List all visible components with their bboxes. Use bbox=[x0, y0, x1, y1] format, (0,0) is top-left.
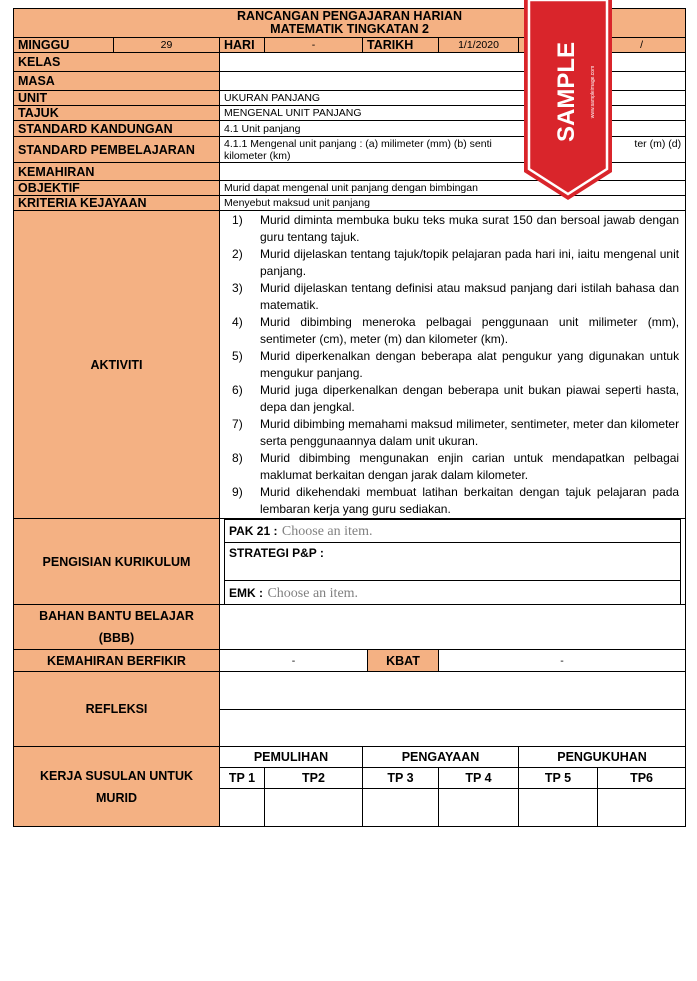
tp4-cell[interactable] bbox=[439, 789, 519, 827]
unit-value[interactable]: UKURAN PANJANG bbox=[220, 91, 686, 106]
pak21-label: PAK 21 : bbox=[229, 524, 278, 539]
aktiviti-item: Murid dibimbing memahami maksud milimeter, sentimeter, meter dan kilometer serta penggunaannya dalam unit ukuran. bbox=[260, 417, 680, 448]
emk-dropdown[interactable]: Choose an item. bbox=[267, 585, 359, 601]
pengukuhan-header: PENGUKUHAN bbox=[519, 747, 686, 768]
minggu-value[interactable]: 29 bbox=[114, 38, 220, 53]
aktiviti-item: Murid dibimbing meneroka pelbagai penggunaan unit milimeter (mm), sentimeter (cm), meter (m) dan kilometer (km). bbox=[260, 315, 680, 346]
pak21-dropdown[interactable]: Choose an item. bbox=[281, 524, 373, 540]
bbb-label bbox=[14, 605, 220, 650]
bbb-label-line1: BAHAN BANTU BELAJAR bbox=[39, 609, 194, 623]
tp6-header: TP6 bbox=[598, 768, 686, 789]
aktiviti-item: Murid dikehendaki membuat latihan berkaitan dengan tajuk pelajaran pada lembaran kerja yang guru sediakan. bbox=[260, 485, 680, 516]
sp-value-line2: kilometer (km) bbox=[224, 149, 291, 162]
kelas-label: KELAS bbox=[14, 53, 220, 72]
tp1-header: TP 1 bbox=[220, 768, 265, 789]
kurikulum-label: PENGISIAN KURIKULUM bbox=[14, 519, 220, 605]
aktiviti-item: Murid juga diperkenalkan dengan beberapa unit bukan piawai seperti hasta, depa dan jengkal. bbox=[260, 383, 680, 414]
hari-value[interactable]: - bbox=[265, 38, 363, 53]
kemahiran-value[interactable] bbox=[220, 163, 686, 181]
refleksi-value-1[interactable] bbox=[220, 672, 686, 710]
sp-value-right: ter (m) (d) bbox=[634, 137, 682, 150]
aktiviti-item: Murid dijelaskan tentang definisi atau maksud panjang dari istilah bahasa dan matematik. bbox=[260, 281, 680, 312]
pak21-row[interactable] bbox=[225, 520, 681, 543]
tajuk-value[interactable]: MENGENAL UNIT PANJANG bbox=[220, 106, 686, 121]
sp-value[interactable] bbox=[220, 137, 686, 163]
objektif-value[interactable]: Murid dapat mengenal unit panjang dengan bimbingan bbox=[220, 181, 686, 196]
susulan-label-line1: KERJA SUSULAN UNTUK bbox=[39, 768, 193, 783]
emk-label: EMK : bbox=[229, 585, 263, 600]
hari-label: HARI bbox=[220, 38, 265, 53]
aktiviti-content[interactable] bbox=[220, 211, 686, 519]
tarikh-value[interactable]: 1/1/2020 bbox=[439, 38, 519, 53]
strategi-row[interactable] bbox=[225, 543, 681, 581]
sp-value-text: 4.1.1 Mengenal unit panjang : (a) milimeter (mm) (b) senti bbox=[224, 137, 492, 150]
refleksi-label: REFLEKSI bbox=[14, 672, 220, 747]
tp3-header: TP 3 bbox=[363, 768, 439, 789]
berfikir-value[interactable]: - bbox=[220, 650, 368, 672]
plan-title: RANCANGAN PENGAJARAN HARIAN bbox=[237, 9, 463, 23]
tp5-cell[interactable] bbox=[519, 789, 598, 827]
kbat-value[interactable]: - bbox=[439, 650, 686, 672]
masa-value[interactable] bbox=[220, 72, 686, 91]
aktiviti-item: Murid dibimbing mengunakan enjin carian untuk mendapatkan pelbagai maklumat berkaitan dengan jarak dalam kilometer. bbox=[260, 451, 680, 482]
masa-label: MASA bbox=[14, 72, 220, 91]
strategi-label: STRATEGI P&P : bbox=[229, 546, 324, 561]
kurikulum-inner bbox=[224, 519, 681, 604]
kriteria-label: KRITERIA KEJAYAAN bbox=[14, 196, 220, 211]
minggu-label: MINGGU bbox=[14, 38, 114, 53]
pemulihan-header: PEMULIHAN bbox=[220, 747, 363, 768]
kriteria-value[interactable]: Menyebut maksud unit panjang bbox=[220, 196, 686, 211]
kemahiran-label: KEMAHIRAN bbox=[14, 163, 220, 181]
aktiviti-item: Murid diminta membuka buku teks muka surat 150 dan bersoal jawab dengan guru tentang tajuk. bbox=[260, 213, 680, 244]
tp2-cell[interactable] bbox=[265, 789, 363, 827]
emk-row[interactable] bbox=[225, 581, 681, 604]
susulan-label-line2: MURID bbox=[96, 790, 137, 805]
pengayaan-header: PENGAYAAN bbox=[363, 747, 519, 768]
bbb-label-line2: (BBB) bbox=[98, 631, 135, 645]
stamp-text: SAMPLE bbox=[553, 41, 580, 143]
tp3-cell[interactable] bbox=[363, 789, 439, 827]
berfikir-label: KEMAHIRAN BERFIKIR bbox=[14, 650, 220, 672]
aktiviti-list bbox=[226, 212, 679, 518]
unit-label: UNIT bbox=[14, 91, 220, 106]
tp4-header: TP 4 bbox=[439, 768, 519, 789]
objektif-label: OBJEKTIF bbox=[14, 181, 220, 196]
stamp-small-text: www.sampleimage.com bbox=[590, 65, 596, 119]
aktiviti-item: Murid diperkenalkan dengan beberapa alat pengukur yang digunakan untuk mengukur panjang. bbox=[260, 349, 680, 380]
tp5-header: TP 5 bbox=[519, 768, 598, 789]
sample-stamp bbox=[524, 0, 612, 200]
tp1-cell[interactable] bbox=[220, 789, 265, 827]
aktiviti-item: Murid dijelaskan tentang tajuk/topik pelajaran pada hari ini, iaitu mengenal unit panjang. bbox=[260, 247, 680, 278]
tajuk-label: TAJUK bbox=[14, 106, 220, 121]
sk-value[interactable]: 4.1 Unit panjang bbox=[220, 121, 686, 137]
susulan-label bbox=[14, 747, 220, 827]
tp2-header: TP2 bbox=[265, 768, 363, 789]
kelas-value[interactable] bbox=[220, 53, 686, 72]
kurikulum-content bbox=[220, 519, 686, 605]
tarikh-label: TARIKH bbox=[363, 38, 439, 53]
refleksi-value-2[interactable] bbox=[220, 710, 686, 747]
aktiviti-label: AKTIVITI bbox=[14, 211, 220, 519]
tp6-cell[interactable] bbox=[598, 789, 686, 827]
bbb-value[interactable] bbox=[220, 605, 686, 650]
extra-value[interactable]: / bbox=[598, 38, 686, 53]
plan-subtitle: MATEMATIK TINGKATAN 2 bbox=[270, 22, 429, 36]
kbat-label: KBAT bbox=[368, 650, 439, 672]
sp-label: STANDARD PEMBELAJARAN bbox=[14, 137, 220, 163]
sk-label: STANDARD KANDUNGAN bbox=[14, 121, 220, 137]
